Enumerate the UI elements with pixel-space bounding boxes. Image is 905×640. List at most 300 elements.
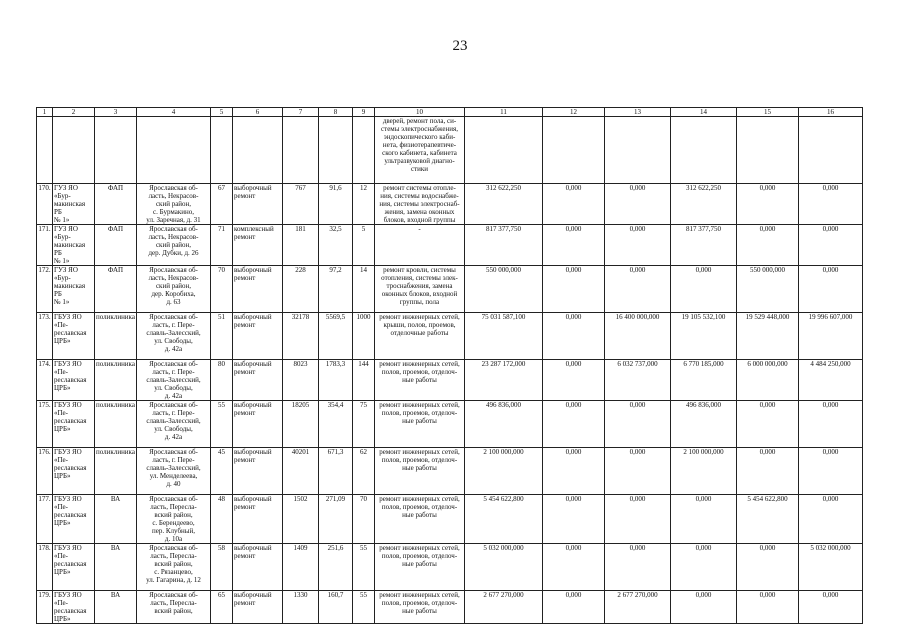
amount-col13-cell xyxy=(605,544,671,591)
table-row xyxy=(37,184,863,225)
year-text: 71 xyxy=(218,225,225,233)
total-amount-cell xyxy=(465,591,543,624)
organization-cell xyxy=(53,401,95,448)
repair-type-cell xyxy=(233,225,283,266)
column-header-12: 12 xyxy=(543,108,605,117)
area-cell xyxy=(319,448,353,495)
organization-cell xyxy=(53,495,95,544)
amount-col12-text: 0,000 xyxy=(565,495,582,503)
total-amount-cell xyxy=(465,448,543,495)
amount-col15-cell xyxy=(737,184,799,225)
facility-type-text: поликлиника xyxy=(96,313,135,321)
column-header-10: 10 xyxy=(375,108,465,117)
table-row xyxy=(37,401,863,448)
amount-col16-text: 0,000 xyxy=(822,184,839,192)
column-header-15: 15 xyxy=(737,108,799,117)
organization-cell xyxy=(53,591,95,624)
amount-col14-cell xyxy=(671,313,737,360)
address-cell xyxy=(137,313,211,360)
amount-col15-cell xyxy=(737,401,799,448)
facility-type-cell xyxy=(95,401,137,448)
amount-col14-cell xyxy=(671,360,737,401)
facility-type-cell xyxy=(95,313,137,360)
repair-type-cell xyxy=(233,448,283,495)
amount-col16-text: 0,000 xyxy=(822,448,839,456)
amount-col16-cell xyxy=(799,448,863,495)
amount-col16-cell xyxy=(799,266,863,313)
amount-col13-cell xyxy=(605,184,671,225)
count-cell xyxy=(353,266,375,313)
repair-type-text: комплексный ремонт xyxy=(234,225,274,241)
amount-col12-text: 0,000 xyxy=(565,360,582,368)
count-text: 62 xyxy=(360,448,367,456)
row-number-text: 174. xyxy=(38,360,51,368)
repair-type-cell xyxy=(233,544,283,591)
amount-col16-cell xyxy=(799,313,863,360)
amount-col13-text: 0,000 xyxy=(629,495,646,503)
work-description-cell xyxy=(375,448,465,495)
area-cell xyxy=(319,266,353,313)
year-text: 70 xyxy=(218,266,225,274)
facility-type-text: ВА xyxy=(110,591,121,599)
organization-text: ГУЗ ЯО «Бур- макинская РБ № 1» xyxy=(54,266,86,306)
facility-type-cell xyxy=(95,544,137,591)
organization-cell xyxy=(53,448,95,495)
amount-col15-cell xyxy=(737,544,799,591)
facility-type-text: поликлиника xyxy=(96,448,135,456)
amount-col14-cell xyxy=(671,495,737,544)
facility-type-cell xyxy=(95,591,137,624)
row-number-text: 170. xyxy=(38,184,51,192)
amount-col15-text: 6 000 000,000 xyxy=(747,360,788,368)
total-amount-text: 817 377,750 xyxy=(486,225,521,233)
amount-col15-text: 0,000 xyxy=(759,591,776,599)
amount-col15-cell xyxy=(737,448,799,495)
total-amount-cell xyxy=(465,495,543,544)
repair-type-text: выборочный ремонт xyxy=(234,266,272,282)
amount-col12-cell xyxy=(543,448,605,495)
area-cell xyxy=(319,401,353,448)
amount-col16-text: 0,000 xyxy=(822,495,839,503)
count-cell xyxy=(353,401,375,448)
total-amount-cell xyxy=(465,360,543,401)
volume-cell xyxy=(283,591,319,624)
amount-col14-text: 0,000 xyxy=(695,266,712,274)
amount-col14-cell xyxy=(671,544,737,591)
address-text: Ярославская об- ласть, г. Пере- славль-Залесский, ул. Свободы, д. 42а xyxy=(146,401,201,441)
column-header-14: 14 xyxy=(671,108,737,117)
work-description-text: ремонт кровли, системы отопления, системы элек- троснабжения, замена оконных блоков, входной группы, пола xyxy=(381,266,458,306)
amount-col12-text: 0,000 xyxy=(565,266,582,274)
amount-col14-text: 2 100 000,000 xyxy=(683,448,724,456)
area-text: 354,4 xyxy=(327,401,344,409)
amount-col16-cell xyxy=(799,401,863,448)
amount-col15-text: 5 454 622,800 xyxy=(747,495,788,503)
total-amount-cell xyxy=(465,266,543,313)
amount-col12-cell xyxy=(543,591,605,624)
amount-col12-cell xyxy=(543,544,605,591)
year-cell xyxy=(211,225,233,266)
organization-cell xyxy=(53,184,95,225)
facility-type-text: поликлиника xyxy=(96,401,135,409)
amount-col12-cell xyxy=(543,266,605,313)
organization-cell xyxy=(53,225,95,266)
amount-col15-cell xyxy=(737,313,799,360)
row-number-cell xyxy=(37,360,53,401)
amount-col13-cell xyxy=(605,225,671,266)
amount-col16-cell xyxy=(799,360,863,401)
page-number: 23 xyxy=(452,38,468,54)
address-cell xyxy=(137,495,211,544)
area-cell xyxy=(319,591,353,624)
repair-type-cell xyxy=(233,495,283,544)
continuation-work-cell: дверей, ремонт пола, си- стемы электроснабжения, эндоскопического каби- нета, физиотерапевтиче- ского кабинета, кабинета ультразвуковой диагно- стики xyxy=(375,117,465,184)
area-text: 5569,5 xyxy=(325,313,346,321)
volume-cell xyxy=(283,544,319,591)
count-text: 55 xyxy=(360,591,367,599)
area-cell xyxy=(319,313,353,360)
row-number-text: 175. xyxy=(38,401,51,409)
column-header-11: 11 xyxy=(465,108,543,117)
work-description-cell xyxy=(375,591,465,624)
count-cell xyxy=(353,360,375,401)
organization-text: ГБУЗ ЯО «Пе- реславская ЦРБ» xyxy=(54,448,87,480)
address-text: Ярославская об- ласть, Пересла- вский район, xyxy=(149,591,198,615)
column-header-5: 5 xyxy=(211,108,233,117)
volume-cell xyxy=(283,495,319,544)
count-cell xyxy=(353,495,375,544)
count-cell xyxy=(353,591,375,624)
amount-col12-text: 0,000 xyxy=(565,448,582,456)
amount-col16-cell xyxy=(799,225,863,266)
organization-text: ГБУЗ ЯО «Пе- реславская ЦРБ» xyxy=(54,544,87,576)
amount-col12-text: 0,000 xyxy=(565,401,582,409)
volume-text: 32178 xyxy=(291,313,310,321)
amount-col16-text: 5 032 000,000 xyxy=(810,544,851,552)
total-amount-text: 5 032 000,000 xyxy=(483,544,524,552)
amount-col15-text: 0,000 xyxy=(759,184,776,192)
amount-col14-text: 0,000 xyxy=(695,544,712,552)
facility-type-cell xyxy=(95,225,137,266)
amount-col13-text: 0,000 xyxy=(629,225,646,233)
data-table xyxy=(36,107,863,624)
work-description-cell xyxy=(375,401,465,448)
amount-col12-cell xyxy=(543,313,605,360)
total-amount-cell xyxy=(465,401,543,448)
table-row xyxy=(37,360,863,401)
amount-col13-cell xyxy=(605,591,671,624)
count-text: 12 xyxy=(360,184,367,192)
repair-type-cell xyxy=(233,591,283,624)
year-cell xyxy=(211,313,233,360)
amount-col13-text: 0,000 xyxy=(629,266,646,274)
amount-col15-text: 0,000 xyxy=(759,225,776,233)
year-text: 67 xyxy=(218,184,225,192)
amount-col15-cell xyxy=(737,266,799,313)
row-number-cell xyxy=(37,544,53,591)
organization-text: ГБУЗ ЯО «Пе- реславская ЦРБ» xyxy=(54,313,87,345)
work-description-text: ремонт инженерных сетей, полов, проемов, отделоч- ные работы xyxy=(379,591,460,615)
amount-col15-cell xyxy=(737,591,799,624)
year-cell xyxy=(211,184,233,225)
row-number-text: 177. xyxy=(38,495,51,503)
area-text: 271,09 xyxy=(325,495,346,503)
organization-cell xyxy=(53,266,95,313)
work-description-cell xyxy=(375,313,465,360)
amount-col14-cell xyxy=(671,266,737,313)
address-text: Ярославская об- ласть, Некрасов- ский район, дер. Дубки, д. 26 xyxy=(148,225,199,257)
amount-col14-text: 6 770 185,000 xyxy=(683,360,724,368)
year-text: 58 xyxy=(218,544,225,552)
amount-col13-cell xyxy=(605,401,671,448)
work-description-text: ремонт инженерных сетей, полов, проемов, отделоч- ные работы xyxy=(379,401,460,425)
work-description-text: ремонт инженерных сетей, полов, проемов, отделоч- ные работы xyxy=(379,448,460,472)
volume-text: 181 xyxy=(295,225,306,233)
amount-col14-cell xyxy=(671,401,737,448)
facility-type-cell xyxy=(95,360,137,401)
amount-col14-text: 19 105 532,100 xyxy=(681,313,726,321)
table-row xyxy=(37,448,863,495)
amount-col16-cell xyxy=(799,495,863,544)
facility-type-cell xyxy=(95,184,137,225)
area-text: 32,5 xyxy=(329,225,342,233)
work-description-text: ремонт инженерных сетей, полов, проемов, отделоч- ные работы xyxy=(379,544,460,568)
amount-col12-cell xyxy=(543,401,605,448)
area-text: 1783,3 xyxy=(325,360,346,368)
organization-text: ГУЗ ЯО «Бур- макинская РБ № 1» xyxy=(54,225,86,265)
work-description-cell xyxy=(375,184,465,225)
year-text: 51 xyxy=(218,313,225,321)
amount-col13-cell xyxy=(605,360,671,401)
amount-col15-cell xyxy=(737,495,799,544)
year-text: 48 xyxy=(218,495,225,503)
count-text: 5 xyxy=(361,225,366,233)
row-number-text: 171. xyxy=(38,225,51,233)
amount-col14-text: 496 836,000 xyxy=(686,401,721,409)
volume-text: 40201 xyxy=(291,448,310,456)
row-number-cell xyxy=(37,313,53,360)
row-number-text: 176. xyxy=(38,448,51,456)
column-number-row xyxy=(37,108,863,117)
amount-col16-text: 0,000 xyxy=(822,266,839,274)
facility-type-cell xyxy=(95,448,137,495)
amount-col13-text: 6 032 737,000 xyxy=(617,360,658,368)
facility-type-text: поликлиника xyxy=(96,360,135,368)
repair-type-text: выборочный ремонт xyxy=(234,495,272,511)
organization-cell xyxy=(53,313,95,360)
column-header-6: 6 xyxy=(233,108,283,117)
row-number-text: 173. xyxy=(38,313,51,321)
column-header-8: 8 xyxy=(319,108,353,117)
facility-type-cell xyxy=(95,495,137,544)
amount-col13-text: 0,000 xyxy=(629,184,646,192)
work-description-cell xyxy=(375,266,465,313)
year-cell xyxy=(211,448,233,495)
address-cell xyxy=(137,591,211,624)
work-description-text: ремонт инженерных сетей, полов, проемов, отделоч- ные работы xyxy=(379,495,460,519)
amount-col16-text: 0,000 xyxy=(822,225,839,233)
organization-text: ГБУЗ ЯО «Пе- реславская ЦРБ» xyxy=(54,360,87,392)
address-cell xyxy=(137,225,211,266)
work-description-text: - xyxy=(418,225,421,233)
area-text: 91,6 xyxy=(329,184,342,192)
amount-col16-cell xyxy=(799,184,863,225)
volume-cell xyxy=(283,360,319,401)
area-cell xyxy=(319,225,353,266)
row-number-cell xyxy=(37,225,53,266)
year-cell xyxy=(211,266,233,313)
year-cell xyxy=(211,544,233,591)
organization-text: ГБУЗ ЯО «Пе- реславская ЦРБ» xyxy=(54,591,87,623)
work-description-cell xyxy=(375,360,465,401)
area-cell xyxy=(319,544,353,591)
repair-type-text: выборочный ремонт xyxy=(234,544,272,560)
organization-text: ГБУЗ ЯО «Пе- реславская ЦРБ» xyxy=(54,401,87,433)
amount-col12-cell xyxy=(543,495,605,544)
volume-cell xyxy=(283,266,319,313)
amount-col12-cell xyxy=(543,225,605,266)
amount-col12-text: 0,000 xyxy=(565,184,582,192)
repair-type-cell xyxy=(233,360,283,401)
year-text: 45 xyxy=(218,448,225,456)
amount-col13-text: 2 677 270,000 xyxy=(617,591,658,599)
amount-col15-cell xyxy=(737,360,799,401)
amount-col13-cell xyxy=(605,495,671,544)
row-number-text: 172. xyxy=(38,266,51,274)
amount-col15-text: 0,000 xyxy=(759,401,776,409)
facility-type-cell xyxy=(95,266,137,313)
area-text: 251,6 xyxy=(327,544,344,552)
amount-col14-text: 0,000 xyxy=(695,591,712,599)
address-text: Ярославская об- ласть, г. Пере- славль-Залесский, ул. Свободы, д. 42а xyxy=(146,360,201,400)
column-header-2: 2 xyxy=(53,108,95,117)
total-amount-cell xyxy=(465,184,543,225)
address-cell xyxy=(137,448,211,495)
organization-text: ГБУЗ ЯО «Пе- реславская ЦРБ» xyxy=(54,495,87,527)
amount-col14-text: 0,000 xyxy=(695,495,712,503)
address-cell xyxy=(137,401,211,448)
table-row xyxy=(37,544,863,591)
address-text: Ярославская об- ласть, Некрасов- ский район, с. Бурмакино, ул. Заречная, д. 31 xyxy=(146,184,201,224)
address-text: Ярославская об- ласть, г. Пере- славль-Залесский, ул. Свободы, д. 42а xyxy=(146,313,201,353)
volume-cell xyxy=(283,225,319,266)
amount-col13-cell xyxy=(605,266,671,313)
volume-cell xyxy=(283,313,319,360)
column-header-1: 1 xyxy=(37,108,53,117)
amount-col15-text: 19 529 448,000 xyxy=(745,313,790,321)
facility-type-text: ФАП xyxy=(107,266,124,274)
count-cell xyxy=(353,184,375,225)
amount-col12-cell xyxy=(543,360,605,401)
total-amount-text: 23 287 172,000 xyxy=(481,360,526,368)
amount-col14-cell xyxy=(671,184,737,225)
amount-col14-cell xyxy=(671,225,737,266)
row-number-text: 178. xyxy=(38,544,51,552)
amount-col16-text: 0,000 xyxy=(822,401,839,409)
volume-text: 8023 xyxy=(293,360,308,368)
amount-col15-text: 0,000 xyxy=(759,544,776,552)
table-row xyxy=(37,266,863,313)
volume-text: 228 xyxy=(295,266,306,274)
volume-text: 1409 xyxy=(293,544,308,552)
year-text: 55 xyxy=(218,401,225,409)
repair-type-cell xyxy=(233,184,283,225)
address-text: Ярославская об- ласть, Пересла- вский район, с. Берендеево, пер. Клубный, д. 10а xyxy=(149,495,198,543)
column-header-16: 16 xyxy=(799,108,863,117)
repair-type-text: выборочный ремонт xyxy=(234,184,272,200)
amount-col16-text: 0,000 xyxy=(822,591,839,599)
count-text: 75 xyxy=(360,401,367,409)
total-amount-text: 75 031 587,100 xyxy=(481,313,526,321)
continuation-row xyxy=(37,117,863,184)
amount-col16-text: 4 484 250,000 xyxy=(810,360,851,368)
amount-col14-cell xyxy=(671,448,737,495)
area-text: 160,7 xyxy=(327,591,344,599)
row-number-cell xyxy=(37,448,53,495)
facility-type-text: ФАП xyxy=(107,184,124,192)
work-description-cell xyxy=(375,225,465,266)
count-text: 70 xyxy=(360,495,367,503)
volume-text: 1330 xyxy=(293,591,308,599)
total-amount-cell xyxy=(465,313,543,360)
table-row xyxy=(37,313,863,360)
row-number-cell xyxy=(37,495,53,544)
column-header-3: 3 xyxy=(95,108,137,117)
work-description-cell xyxy=(375,495,465,544)
amount-col14-text: 312 622,250 xyxy=(686,184,721,192)
table-row xyxy=(37,591,863,624)
total-amount-text: 2 100 000,000 xyxy=(483,448,524,456)
year-cell xyxy=(211,591,233,624)
volume-text: 1502 xyxy=(293,495,308,503)
row-number-cell xyxy=(37,184,53,225)
total-amount-text: 550 000,000 xyxy=(486,266,521,274)
facility-type-text: ФАП xyxy=(107,225,124,233)
amount-col15-text: 550 000,000 xyxy=(750,266,785,274)
table-row xyxy=(37,225,863,266)
column-header-7: 7 xyxy=(283,108,319,117)
repair-type-cell xyxy=(233,313,283,360)
amount-col13-cell xyxy=(605,313,671,360)
volume-cell xyxy=(283,448,319,495)
year-text: 80 xyxy=(218,360,225,368)
column-header-13: 13 xyxy=(605,108,671,117)
year-text: 65 xyxy=(218,591,225,599)
repair-type-cell xyxy=(233,266,283,313)
count-text: 1000 xyxy=(356,313,371,321)
count-text: 55 xyxy=(360,544,367,552)
repair-type-text: выборочный ремонт xyxy=(234,448,272,464)
area-text: 97,2 xyxy=(329,266,342,274)
total-amount-cell xyxy=(465,225,543,266)
year-cell xyxy=(211,360,233,401)
facility-type-text: ВА xyxy=(110,495,121,503)
organization-cell xyxy=(53,360,95,401)
total-amount-text: 2 677 270,000 xyxy=(483,591,524,599)
volume-cell xyxy=(283,401,319,448)
amount-col14-text: 817 377,750 xyxy=(686,225,721,233)
table-row xyxy=(37,495,863,544)
volume-text: 767 xyxy=(295,184,306,192)
amount-col12-text: 0,000 xyxy=(565,313,582,321)
amount-col12-text: 0,000 xyxy=(565,225,582,233)
row-number-cell xyxy=(37,591,53,624)
year-cell xyxy=(211,401,233,448)
row-number-cell xyxy=(37,401,53,448)
organization-text: ГУЗ ЯО «Бур- макинская РБ № 1» xyxy=(54,184,86,224)
amount-col13-text: 0,000 xyxy=(629,401,646,409)
count-cell xyxy=(353,225,375,266)
